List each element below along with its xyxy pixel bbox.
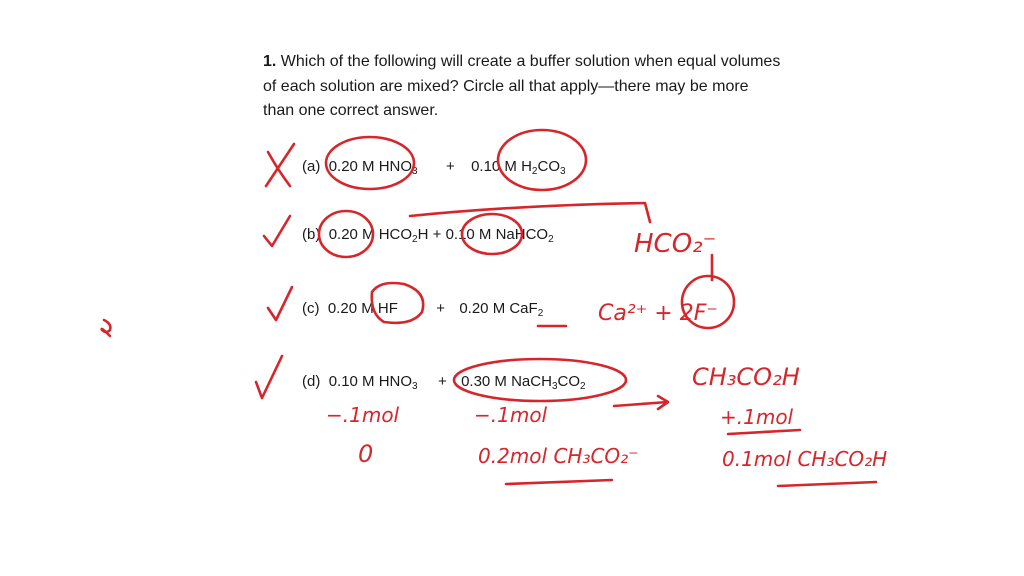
option-c[interactable] <box>302 300 543 317</box>
underline-right-result <box>778 482 876 486</box>
option-a-left: 0.20 M $HNO_3$ <box>328 158 418 177</box>
check-mark-d <box>256 356 282 398</box>
arrow-right <box>614 396 668 409</box>
check-mark-b <box>264 216 290 246</box>
option-b-left: 0.20 M $HCO_2H$ <box>328 226 429 245</box>
option-d-label: (d) <box>302 373 321 390</box>
option-a[interactable] <box>302 158 566 175</box>
option-d-right: 0.30 M $NaCH_3CO_2$ <box>461 373 586 392</box>
hw-ca-2f: Ca²⁺ + 2F⁻ <box>598 301 718 326</box>
option-a-right: 0.10 M $H_2CO_3$ <box>471 158 566 177</box>
option-d-plus: + <box>437 373 447 390</box>
option-c-left: 0.20 M HF <box>327 300 398 317</box>
option-c-right: 0.20 M CaF$_2$ <box>459 300 544 319</box>
option-a-plus: + <box>445 158 455 175</box>
option-c-label: (c) <box>302 300 320 317</box>
hw-right-result: 0.1mol CH₃CO₂H <box>722 447 888 471</box>
question-text <box>263 50 783 124</box>
hw-hco2: HCO₂⁻ <box>634 229 717 259</box>
option-b-plus: + <box>432 226 442 243</box>
hw-mid-result: 0.2mol CH₃CO₂⁻ <box>478 444 639 468</box>
option-a-label: (a) <box>302 158 321 175</box>
hw-zero: 0 <box>358 440 374 468</box>
check-mark-c <box>268 287 292 320</box>
underline-mol-right <box>728 430 800 434</box>
hw-mol-left: −.1mol <box>326 403 400 427</box>
stray-mark <box>102 320 111 336</box>
option-c-plus: + <box>436 300 445 317</box>
hw-acid: CH₃CO₂H <box>692 363 800 391</box>
hw-mol-right: +.1mol <box>720 405 794 429</box>
option-b-right: 0.10 M NaHCO$_2$ <box>445 226 554 245</box>
option-d[interactable] <box>302 373 586 390</box>
bracket-line-b <box>410 203 650 222</box>
question-number: 1. <box>263 53 277 70</box>
underline-mid-result <box>506 480 612 484</box>
question-body: Which of the following will create a buffer solution when equal volumes of each solution are mixed? Circle all that apply—there may be more than one correct answer. <box>263 53 781 119</box>
option-b[interactable] <box>302 226 554 243</box>
option-b-label: (b) <box>302 226 321 243</box>
option-d-left: 0.10 M $HNO_3$ <box>328 373 418 392</box>
hw-mol-mid: −.1mol <box>474 403 548 427</box>
x-mark-a <box>266 144 294 186</box>
circle-f-c <box>682 276 734 328</box>
